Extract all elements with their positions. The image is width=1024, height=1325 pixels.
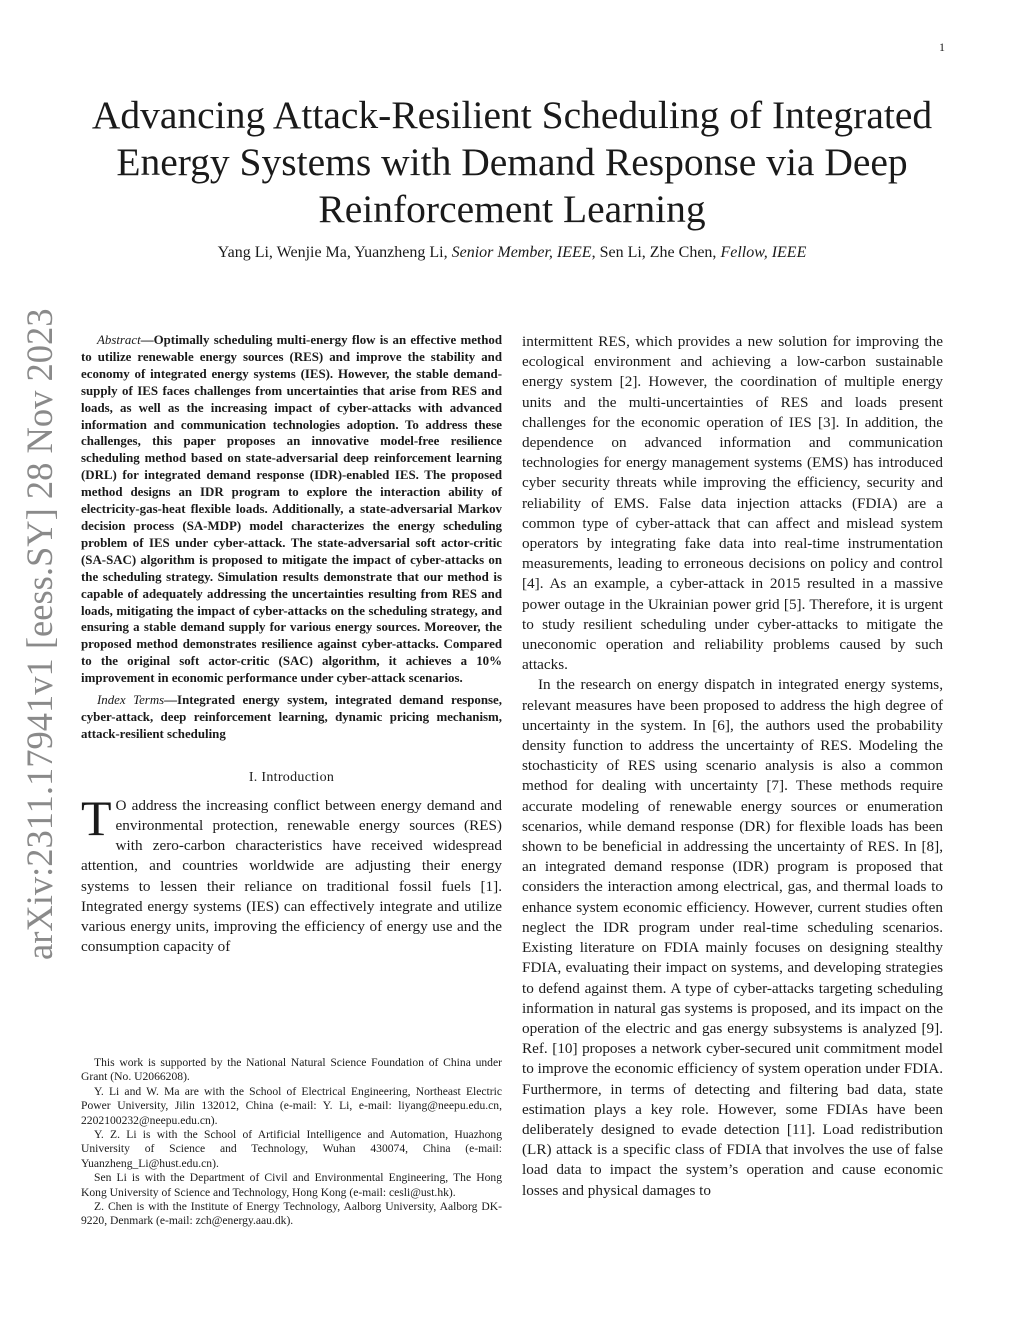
right-column <box>522 332 943 1201</box>
section-heading-introduction: I. Introduction <box>248 769 335 785</box>
index-terms-text: —Integrated energy system, integrated demand response, cyber-attack, deep reinforcement learning, dynamic pricing mechanism, attack-resilient scheduling <box>81 693 502 741</box>
abstract-label: Abstract <box>97 333 141 347</box>
intro-paragraph <box>81 789 502 958</box>
index-terms-label: Index Terms <box>97 693 165 708</box>
author-role-1: Senior Member, IEEE <box>451 244 592 261</box>
body-paragraph: intermittent RES, which provides a new solution for improving the ecological environment and achieving a low-carbon sustainable energy system [2]. However, the coordination of multiple energy units and the multi-uncertainties of RES and loads present challenges for the economic operation of IES [3]. In addition, the dependence on advanced information and communication technologies for energy management systems (EMS) has introduced cyber security threats while improving the efficiency, security and reliability of EMS. False data injection attacks (FDIA) are a common type of cyber-attack that can affect and mislead system operators by integrating fake data into real-time instrumentation measurements, leading to erroneous decisions on policy and control [4]. As an example, a cyber-attack in 2015 resulted in a massive power outage in the Ukrainian power grid [5]. Therefore, it is urgent to study resilient scheduling under cyber-attacks to mitigate the uneconomic operation and reliability problems caused by such attacks. <box>522 333 943 674</box>
abstract <box>81 332 502 687</box>
index-terms <box>81 692 502 743</box>
paper-title: Advancing Attack-Resilient Scheduling of Integrated Energy Systems with Demand Response via Deep Reinforcement Learning <box>91 93 933 231</box>
author-names-1: Yang Li, Wenjie Ma, Yuanzheng Li, <box>217 244 452 261</box>
drop-cap: T <box>81 789 112 846</box>
footnote: Y. Li and W. Ma are with the School of Electrical Engineering, Northeast Electric Power University, Jilin 132012, China (e-mail: Y. Li, e-mail: liyang@neepu.edu.cn, 2202100232@neepu.edu.cn). <box>81 1084 502 1127</box>
left-column <box>81 332 502 957</box>
footnotes <box>81 1056 502 1229</box>
footnote: Sen Li is with the Department of Civil and Environmental Engineering, The Hong Kong University of Science and Technology, Hong Kong (e-mail: cesli@ust.hk). <box>81 1171 502 1199</box>
arxiv-stamp: arXiv:2311.17941v1 [eess.SY] 28 Nov 2023 <box>19 308 60 960</box>
footnote: Z. Chen is with the Institute of Energy Technology, Aalborg University, Aalborg DK-9220, Denmark (e-mail: zch@energy.aau.dk). <box>81 1200 502 1228</box>
footnote: This work is supported by the National Natural Science Foundation of China under Grant (No. U2066208). <box>81 1056 502 1084</box>
footnote: Y. Z. Li is with the School of Artificial Intelligence and Automation, Huazhong University of Science and Technology, Wuhan 430074, China (e-mail: Yuanzheng_Li@hust.edu.cn). <box>81 1128 502 1170</box>
intro-text: O address the increasing conflict between energy demand and environmental protection, renewable energy sources (RES) with zero-carbon characteristics have received widespread attention, and countries worldwide are adjusting their energy systems to lessen their reliance on traditional fossil fuels [1]. Integrated energy systems (IES) can effectively integrate and utilize various energy units, improving the efficiency of energy use and the consumption capacity of <box>81 796 502 956</box>
author-role-2: Fellow, IEEE <box>720 244 807 261</box>
author-line <box>60 244 964 262</box>
author-names-2: , Sen Li, Zhe Chen, <box>591 244 721 261</box>
abstract-text: —Optimally scheduling multi-energy flow is an effective method to utilize renewable energy sources (RES) and improve the stability and economy of integrated energy systems (IES). However, the stable demand-supply of IES faces challenges from uncertainties that arise from RES and loads, as well as the increasing impact of cyber-attacks with advanced information and communication technologies adoption. To address these challenges, this paper proposes an innovative model-free resilience scheduling method based on state-adversarial deep reinforcement learning (DRL) for integrated demand response (IDR)-enabled IES. The proposed method designs an IDR program to explore the interaction ability of electricity-gas-heat flexible loads. Additionally, a state-adversarial Markov decision process (SA-MDP) model characterizes the energy scheduling problem of IES under cyber-attack. The state-adversarial soft actor-critic (SA-SAC) algorithm is proposed to mitigate the impact of cyber-attacks on the scheduling strategy. Simulation results demonstrate that our method is capable of adequately addressing the uncertainties resulting from RES and loads, mitigating the impact of cyber-attacks on the scheduling strategy, and ensuring a stable demand supply for various energy sources. Moreover, the proposed method demonstrates resilience against cyber-attacks. Compared to the original soft actor-critic (SAC) algorithm, it achieves a 10% improvement in economic performance under cyber-attack scenarios. <box>81 333 502 686</box>
page-number: 1 <box>939 40 945 54</box>
body-paragraph: In the research on energy dispatch in integrated energy systems, relevant measures have been proposed to address the high degree of uncertainty in the system. In [6], the authors used the probability density function to address the uncertainty of RES. Modeling the stochasticity of RES using scenario analysis is also a common method for dealing with uncertainty [7]. These methods require accurate modeling of renewable energy sources or enumeration scenarios, while demand response (DR) for flexible loads has been shown to be beneficial in addressing the uncertainty of RES. In [8], an integrated demand response (IDR) program is proposed that considers the interaction among electrical, gas, and thermal loads to enhance system economic efficiency. However, current studies often neglect the IDR program under real-time scheduling scenarios. Existing literature on FDIA mainly focuses on designing stealthy FDIA, evaluating their impact on systems, and developing strategies to defend against them. A type of cyber-attacks targeting scheduling information in natural gas systems is proposed, and its impact on the operation of the electric and gas energy subsystems is analyzed [9]. Ref. [10] proposes a network cyber-secured unit commitment model to improve the economic efficiency of system operation under FDIA. Furthermore, in terms of detecting and filtering bad data, state estimation plays a key role. However, some FDIAs have been deliberately designed to evade detection [11]. Load redistribution (LR) attack is a specific class of FDIA that involves the use of false load data to impact the system’s operation and cause economic losses and physical damages to <box>522 676 943 1199</box>
